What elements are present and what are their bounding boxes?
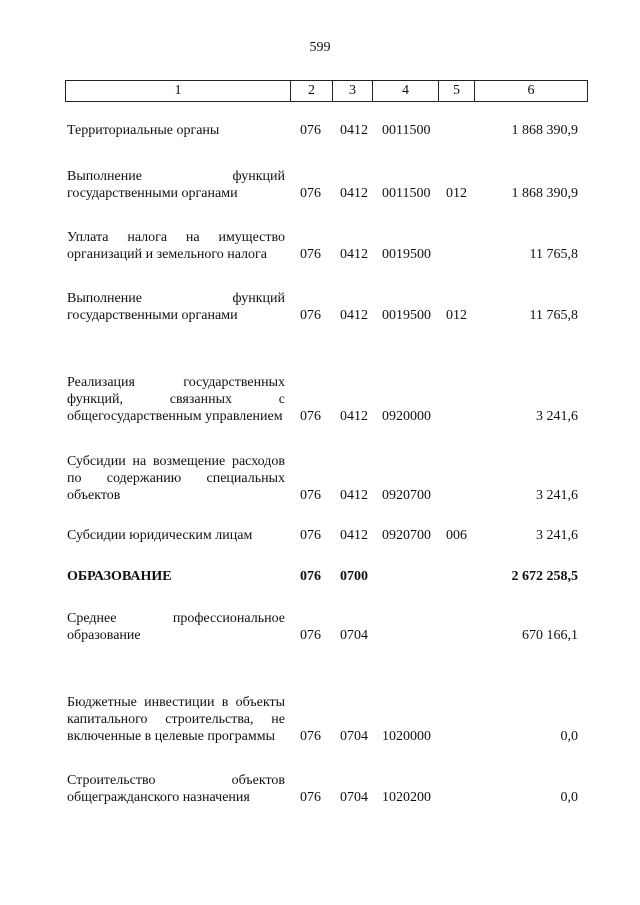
row-article: 0011500 (382, 123, 431, 138)
table-row (0, 229, 640, 263)
row-section: 0704 (340, 790, 368, 805)
column-header-6: 6 (475, 81, 588, 102)
row-code: 076 (300, 528, 321, 543)
row-section: 0412 (340, 409, 368, 424)
row-name: Субсидии на возмещение расходов по содержанию специальных объектов (67, 454, 285, 503)
column-header-3: 3 (333, 81, 373, 102)
row-amount: 670 166,1 (522, 628, 578, 643)
table-row (0, 122, 640, 139)
column-header-2: 2 (291, 81, 333, 102)
column-header-table (65, 80, 588, 102)
row-article: 0019500 (382, 247, 431, 262)
row-amount: 3 241,6 (536, 488, 578, 503)
row-amount: 11 765,8 (529, 247, 578, 262)
row-amount: 0,0 (560, 790, 578, 805)
row-amount: 3 241,6 (536, 409, 578, 424)
row-article: 0019500 (382, 308, 431, 323)
table-row (0, 453, 640, 504)
row-article: 0011500 (382, 186, 431, 201)
row-amount: 3 241,6 (536, 528, 578, 543)
row-type: 012 (446, 308, 467, 323)
table-row (0, 677, 640, 745)
row-section: 0412 (340, 488, 368, 503)
row-section: 0412 (340, 528, 368, 543)
table-row (0, 527, 640, 544)
row-article: 1020200 (382, 790, 431, 805)
row-code: 076 (300, 186, 321, 201)
row-code: 076 (300, 729, 321, 744)
row-code: 076 (300, 247, 321, 262)
column-header-4: 4 (373, 81, 439, 102)
row-section: 0412 (340, 308, 368, 323)
row-article: 0920700 (382, 528, 431, 543)
row-name: Реализация государственных функций, связанных с общегосударственным управлением (67, 375, 285, 424)
row-article: 0920000 (382, 409, 431, 424)
row-type: 012 (446, 186, 467, 201)
row-code: 076 (300, 790, 321, 805)
row-name: Выполнение функций государственными органами (67, 291, 285, 323)
row-name: Среднее профессиональное образование (67, 611, 285, 643)
row-code: 076 (300, 123, 321, 138)
table-row (0, 290, 640, 324)
row-name: Уплата налога на имущество организаций и земельного налога (67, 230, 285, 262)
row-code: 076 (300, 628, 321, 643)
row-amount: 1 868 390,9 (511, 123, 578, 138)
row-section: 0700 (340, 569, 368, 584)
row-name: Строительство объектов общегражданского назначения (67, 773, 285, 805)
table-row-section-total (0, 568, 640, 585)
row-section: 0704 (340, 628, 368, 643)
row-code: 076 (300, 308, 321, 323)
row-code: 076 (300, 409, 321, 424)
row-name: ОБРАЗОВАНИЕ (67, 569, 172, 584)
row-amount: 0,0 (560, 729, 578, 744)
row-code: 076 (300, 488, 321, 503)
column-header-1: 1 (66, 81, 291, 102)
row-type: 006 (446, 528, 467, 543)
row-name: Территориальные органы (67, 123, 220, 138)
row-article: 0920700 (382, 488, 431, 503)
row-section: 0412 (340, 186, 368, 201)
row-name: Субсидии юридическим лицам (67, 528, 253, 543)
column-header-5: 5 (439, 81, 475, 102)
row-article: 1020000 (382, 729, 431, 744)
table-row (0, 168, 640, 202)
row-name: Бюджетные инвестиции в объекты капитального строительства, не включенные в целевые программы (67, 695, 285, 744)
row-amount: 11 765,8 (529, 308, 578, 323)
row-name: Выполнение функций государственными органами (67, 169, 285, 201)
table-row (0, 610, 640, 644)
column-header-row (66, 81, 588, 102)
table-row (0, 357, 640, 425)
row-section: 0412 (340, 123, 368, 138)
row-section: 0704 (340, 729, 368, 744)
row-code: 076 (300, 569, 321, 584)
page-number: 599 (309, 40, 331, 55)
row-section: 0412 (340, 247, 368, 262)
row-amount: 1 868 390,9 (511, 186, 578, 201)
table-row (0, 772, 640, 806)
row-amount: 2 672 258,5 (511, 569, 578, 584)
